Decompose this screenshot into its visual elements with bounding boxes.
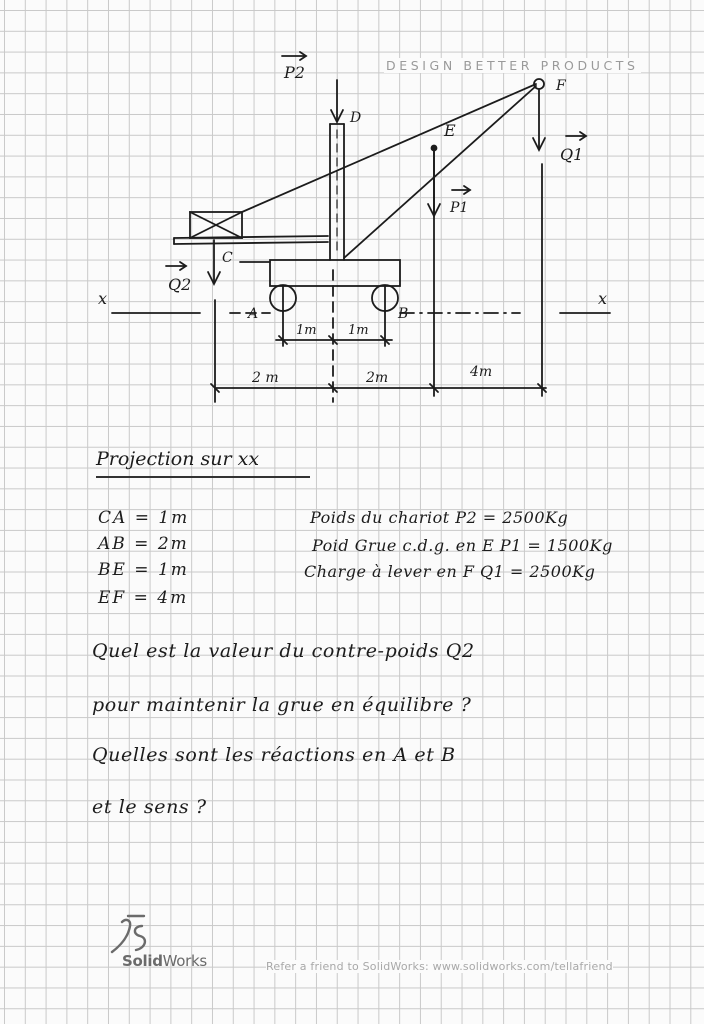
question-line-4: et le sens ?: [92, 796, 207, 818]
label-axis-left: x: [98, 289, 108, 308]
label-axis-right: x: [598, 289, 608, 308]
label-point-d: D: [350, 110, 362, 126]
question-line-3: Quelles sont les réactions en A et B: [92, 744, 456, 766]
crane-diagram: [0, 0, 704, 420]
label-point-e: E: [444, 121, 456, 140]
solidworks-logo: [104, 912, 214, 972]
dim-small-1: 1m: [296, 323, 317, 338]
given-ca: CA = 1m: [98, 508, 190, 528]
data-crane-weight: Poid Grue c.d.g. en E P1 = 1500Kg: [312, 536, 613, 555]
tie-cable: [242, 84, 536, 212]
label-force-p1: P1: [450, 200, 469, 216]
question-line-2: pour maintenir la grue en équilibre ?: [92, 694, 472, 716]
label-point-b: B: [398, 306, 409, 322]
label-force-q1: Q1: [560, 145, 584, 164]
dim-small-2: 1m: [348, 323, 369, 338]
jib: [344, 86, 536, 258]
label-point-f: F: [556, 78, 566, 94]
header-tagline: DESIGN BETTER PRODUCTS: [386, 58, 639, 73]
dim-4m: 4m: [470, 364, 493, 380]
footer-referral-text: Refer a friend to SolidWorks: www.solidworks.com/tellafriend: [266, 960, 613, 973]
section-title: Projection sur xx: [96, 448, 260, 470]
carriage: [270, 260, 400, 286]
dim-2m-right: 2m: [366, 370, 389, 386]
data-load: Charge à lever en F Q1 = 2500Kg: [304, 562, 596, 581]
label-force-p2: P2: [284, 63, 305, 82]
given-ef: EF = 4m: [98, 588, 189, 608]
given-ab: AB = 2m: [98, 534, 189, 554]
label-point-a: A: [248, 306, 259, 322]
dim-2m-left: 2 m: [252, 370, 279, 386]
label-force-q2: Q2: [168, 275, 192, 294]
ds-logo-icon: [108, 912, 156, 956]
given-be: BE = 1m: [98, 560, 189, 580]
question-line-1: Quel est la valeur du contre-poids Q2: [92, 640, 475, 662]
label-point-c: C: [222, 250, 233, 266]
section-underline: [96, 476, 310, 478]
data-chariot-weight: Poids du chariot P2 = 2500Kg: [310, 508, 569, 527]
solidworks-wordmark: SolidWorks: [122, 952, 207, 970]
